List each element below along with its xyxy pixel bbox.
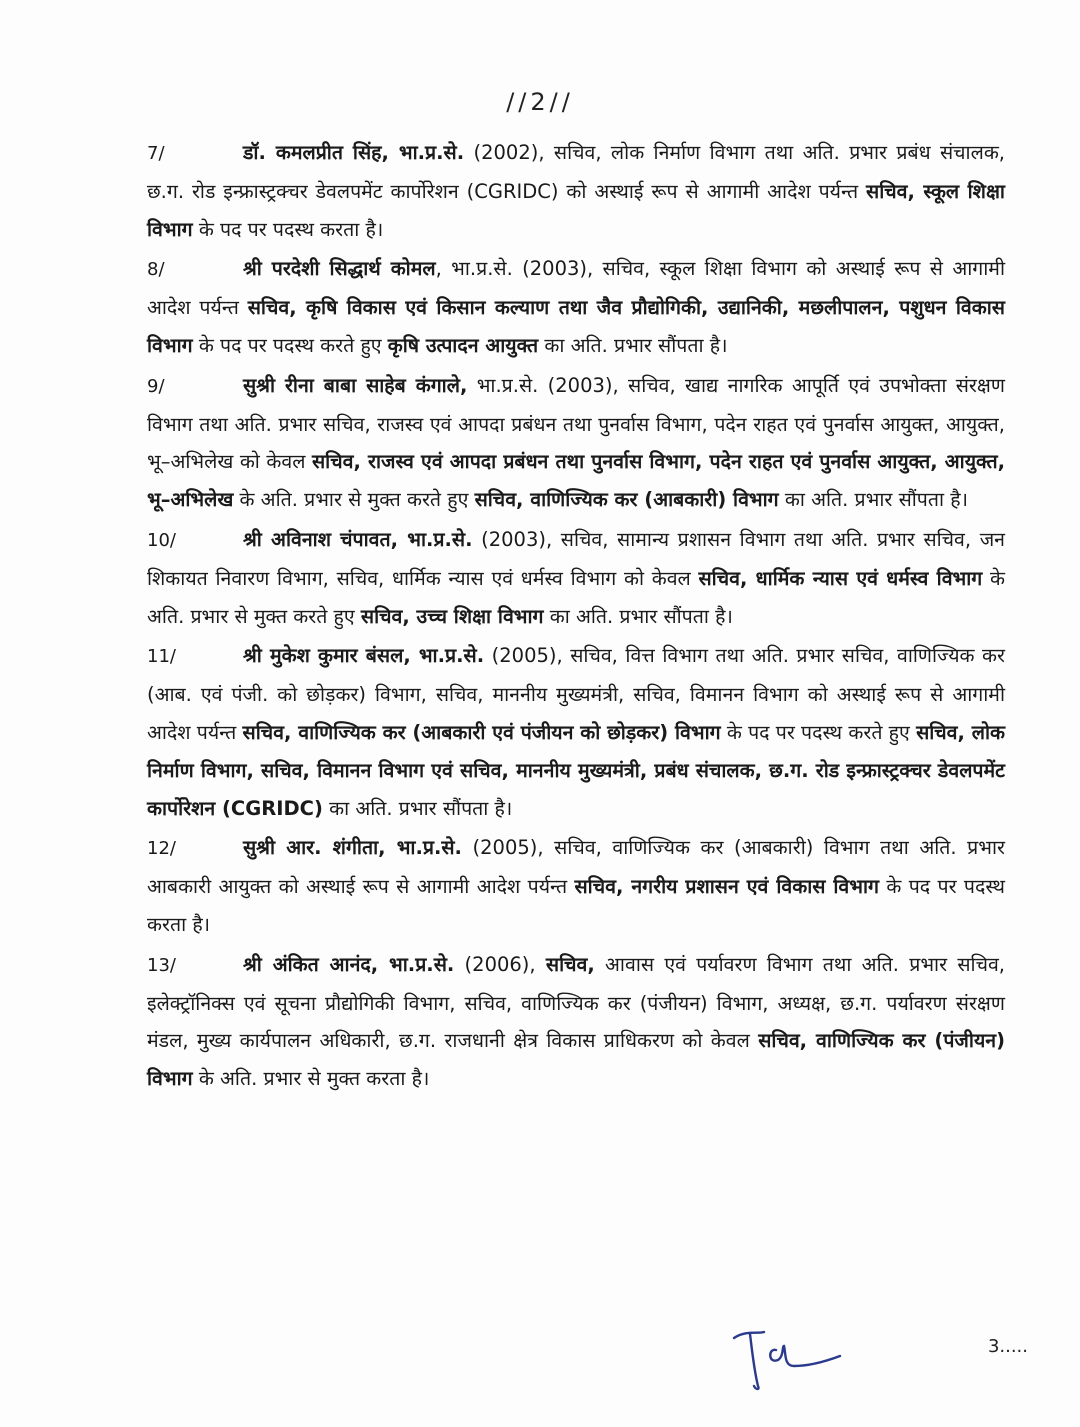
paragraph-text: के पद पर पदस्थ करता है। xyxy=(192,217,384,241)
paragraph-text: का अति. प्रभार सौंपता है। xyxy=(543,604,733,628)
paragraph-text: का अति. प्रभार सौंपता है। xyxy=(322,796,513,820)
bold-text: डॉ. कमलप्रीत सिंह, भा.प्र.से. xyxy=(243,141,465,164)
bold-text: श्री मुकेश कुमार बंसल, भा.प्र.से. xyxy=(243,644,485,668)
signature-icon xyxy=(728,1320,848,1392)
bold-text: सचिव, वाणिज्यिक कर (आबकारी) विभाग xyxy=(474,488,779,512)
bold-text: कृषि उत्पादन आयुक्त xyxy=(387,333,539,357)
bold-text: सचिव, वाणिज्यिक कर (पंजीयन) विभाग xyxy=(147,1029,1005,1091)
bold-text: सुश्री रीना बाबा साहेब कंगाले, xyxy=(243,373,468,397)
bold-text: सुश्री आर. शंगीता, भा.प्र.से. xyxy=(243,836,462,860)
bold-text: सचिव, कृषि विकास एवं किसान कल्याण तथा जैव प्रौद्योगिकी, उद्यानिकी, मछलीपालन, पशुधन विकास विभाग xyxy=(147,296,1005,357)
bold-text: श्री परदेशी सिद्धार्थ कोमल xyxy=(243,257,436,281)
order-paragraph xyxy=(147,521,1005,635)
paragraph-text: , भा.प्र.से. (2003), सचिव, स्कूल शिक्षा विभाग को अस्थाई रूप से आगामी आदेश पर्यन्त xyxy=(147,257,1005,320)
paragraph-number: 9/ xyxy=(147,375,165,397)
bold-text: सचिव, लोक निर्माण विभाग, सचिव, विमानन विभाग एवं सचिव, माननीय मुख्यमंत्री, प्रबंध संचालक, छ.ग. रोड इन्फ्रास्ट्रक्चर डेवलपमेंट कार्पोरेशन (CGRIDC) xyxy=(147,720,1006,820)
paragraph-text: (2006), xyxy=(454,952,546,976)
bold-text: श्री अविनाश चंपावत, भा.प्र.से. xyxy=(243,527,473,551)
paragraph-number: 8/ xyxy=(147,259,165,281)
paragraph-number: 12/ xyxy=(147,838,176,860)
paragraph-text: के अति. प्रभार से मुक्त करता है। xyxy=(192,1067,430,1091)
paragraph-number: 11/ xyxy=(147,646,176,668)
paragraph-text: का अति. प्रभार सौंपता है। xyxy=(778,488,968,512)
order-paragraph xyxy=(147,250,1005,364)
paragraph-text: के अति. प्रभार से मुक्त करते हुए xyxy=(147,566,1005,628)
bold-text: सचिव, वाणिज्यिक कर (आबकारी एवं पंजीयन को छोड़कर) विभाग xyxy=(242,720,721,744)
paragraph-number: 10/ xyxy=(147,529,176,551)
continuation-mark: 3..... xyxy=(987,1336,1028,1357)
paragraph-number: 7/ xyxy=(147,143,165,164)
bold-text: सचिव, धार्मिक न्यास एवं धर्मस्व विभाग xyxy=(698,566,983,590)
paragraph-text: (2005), सचिव, वाणिज्यिक कर (आबकारी) विभाग तथा अति. प्रभार आबकारी आयुक्त को अस्थाई रूप से आगामी आदेश पर्यन्त xyxy=(147,836,1005,899)
order-paragraph xyxy=(147,637,1005,827)
paragraph-text: (2002), सचिव, लोक निर्माण विभाग तथा अति. प्रभार प्रबंध संचालक, छ.ग. रोड इन्फ्रास्ट्रक्चर डेवलपमेंट कार्पोरेशन (CGRIDC) को अस्थाई रूप से आगामी आदेश पर्यन्त xyxy=(147,141,1005,203)
paragraph-text: के पद पर पदस्थ करता है। xyxy=(147,875,1006,936)
bold-text: सचिव, नगरीय प्रशासन एवं विकास विभाग xyxy=(574,875,880,899)
page-number: //2// xyxy=(506,88,574,116)
paragraph-text: के पद पर पदस्थ करते हुए xyxy=(720,720,917,744)
paragraph-text: भा.प्र.से. (2003), सचिव, खाद्य नागरिक आपूर्ति एवं उपभोक्ता संरक्षण विभाग तथा अति. प्रभार सचिव, राजस्व एवं आपदा प्रबंधन तथा पुनर्वास विभाग, पदेन राहत एवं पुनर्वास आयुक्त, आयुक्त, भू–अभिलेख को केवल xyxy=(147,373,1005,474)
paragraph-text: (2005), सचिव, वित्त विभाग तथा अति. प्रभार सचिव, वाणिज्यिक कर (आब. एवं पंजी. को छोड़कर) विभाग, सचिव, माननीय मुख्यमंत्री, सचिव, विमानन विभाग को अस्थाई रूप से आगामी आदेश पर्यन्त xyxy=(147,644,1005,744)
paragraph-text: का अति. प्रभार सौंपता है। xyxy=(538,333,728,357)
bold-text: सचिव, xyxy=(545,952,595,976)
bold-text: सचिव, राजस्व एवं आपदा प्रबंधन तथा पुनर्वास विभाग, पदेन राहत एवं पुनर्वास आयुक्त, आयुक्त, भू–अभिलेख xyxy=(147,450,1005,512)
order-paragraph xyxy=(147,829,1005,943)
order-paragraph xyxy=(147,134,1005,248)
paragraph-text: के अति. प्रभार से मुक्त करते हुए xyxy=(233,488,475,512)
bold-text: सचिव, स्कूल शिक्षा विभाग xyxy=(147,179,1005,241)
paragraph-text: (2003), सचिव, सामान्य प्रशासन विभाग तथा अति. प्रभार सचिव, जन शिकायत निवारण विभाग, सचिव, धार्मिक न्यास एवं धर्मस्व विभाग को केवल xyxy=(147,527,1005,590)
paragraph-text: के पद पर पदस्थ करते हुए xyxy=(192,333,388,357)
paragraph-number: 13/ xyxy=(147,954,176,976)
bold-text: सचिव, उच्च शिक्षा विभाग xyxy=(360,604,544,628)
order-paragraph xyxy=(147,946,1005,1098)
order-body xyxy=(147,134,1005,1100)
bold-text: श्री अंकित आनंद, भा.प्र.से. xyxy=(243,952,455,976)
order-paragraph xyxy=(147,367,1005,519)
paragraph-text: आवास एवं पर्यावरण विभाग तथा अति. प्रभार सचिव, इलेक्ट्रॉनिक्स एवं सूचना प्रौद्योगिकी विभाग, सचिव, वाणिज्यिक कर (पंजीयन) विभाग, अध्यक्ष, छ.ग. पर्यावरण संरक्षण मंडल, मुख्य कार्यपालन अधिकारी, छ.ग. राजधानी क्षेत्र विकास प्राधिकरण को केवल xyxy=(147,952,1005,1053)
